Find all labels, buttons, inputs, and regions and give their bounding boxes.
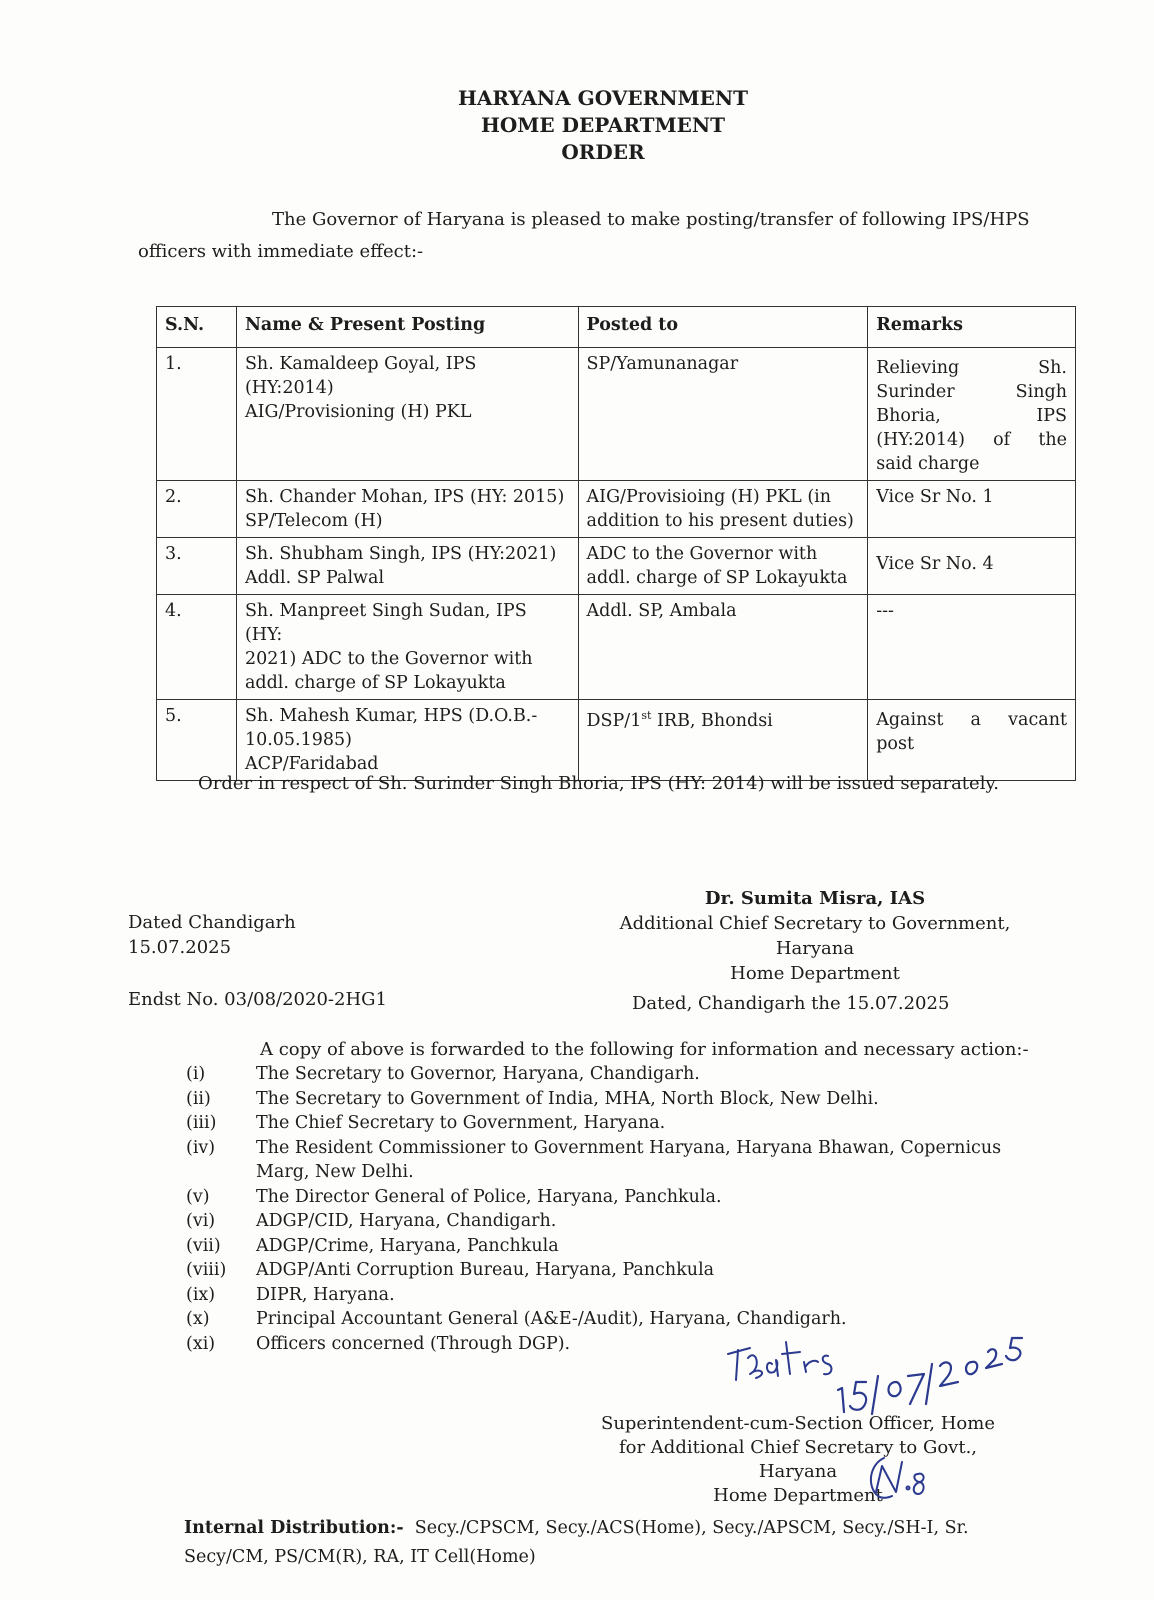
posted-line: AIG/Provisioing (H) PKL (in (586, 487, 832, 507)
signatory-name: Dr. Sumita Misra, IAS (704, 888, 926, 909)
list-item (186, 1136, 1016, 1185)
posted-text: IRB, Bhondsi (651, 710, 773, 731)
remarks-line: Vice Sr No. 4 (876, 554, 994, 574)
list-item (186, 1258, 1016, 1283)
name-line: Sh. Shubham Singh, IPS (HY:2021) (244, 544, 557, 564)
posted-line: addl. charge of SP Lokayukta (586, 568, 848, 588)
internal-distribution-label: Internal Distribution:- (184, 1518, 404, 1538)
list-number: (vi) (186, 1211, 216, 1231)
section-officer-title: Superintendent-cum-Section Officer, Home (600, 1413, 995, 1434)
table-row (157, 481, 1076, 538)
intro-line-1: The Governor of Haryana is pleased to make posting/transfer of following IPS/HPS (272, 209, 1030, 230)
column-header-remarks: Remarks (868, 307, 1076, 348)
list-text: ADGP/CID, Haryana, Chandigarh. (256, 1211, 557, 1231)
remarks-line: Relieving Sh. (876, 358, 1067, 378)
signatory-department: Home Department (730, 963, 900, 984)
list-number: (viii) (186, 1260, 227, 1280)
name-line: AIG/Provisioning (H) PKL (244, 402, 472, 422)
row-posted (578, 481, 868, 538)
row-remarks (868, 595, 1076, 700)
list-item (186, 1234, 1016, 1259)
remarks-line: --- (876, 601, 894, 621)
row-posted (578, 595, 868, 700)
signatory-designation: Additional Chief Secretary to Government, Haryana (619, 913, 1011, 959)
list-item (186, 1087, 1016, 1112)
remarks-line: Against a vacant (876, 710, 1067, 730)
list-number: (xi) (186, 1333, 216, 1354)
row-posted (578, 348, 868, 481)
list-item (186, 1185, 1016, 1210)
list-text: The Secretary to Government of India, MHA, North Block, New Delhi. (256, 1088, 879, 1109)
handwritten-initials (862, 1452, 942, 1506)
row-name (236, 700, 578, 781)
list-number: (ix) (186, 1284, 216, 1305)
list-number: (x) (186, 1309, 210, 1329)
row-remarks (868, 481, 1076, 538)
separate-order-note: Order in respect of Sh. Surinder Singh Bhoria, IPS (HY: 2014) will be issued separately. (198, 773, 999, 794)
row-sn: 5. (157, 700, 237, 781)
endorsement-date: Dated, Chandigarh the 15.07.2025 (632, 993, 950, 1014)
posted-line: ADC to the Governor with (586, 544, 818, 564)
name-line: SP/Telecom (H) (244, 511, 383, 531)
row-sn: 3. (157, 538, 237, 595)
list-item (186, 1111, 1016, 1136)
list-number: (vii) (186, 1235, 221, 1256)
name-line: 10.05.1985) (244, 730, 352, 750)
internal-distribution-line-2: Secy/CM, PS/CM(R), RA, IT Cell(Home) (184, 1547, 536, 1567)
name-line: addl. charge of SP Lokayukta (244, 673, 506, 693)
endorsement-number: Endst No. 03/08/2020-2HG1 (128, 989, 387, 1010)
table-header-row (157, 307, 1076, 348)
table-row (157, 538, 1076, 595)
name-line: ACP/Faridabad (244, 754, 379, 774)
list-text: The Secretary to Governor, Haryana, Chandigarh. (256, 1064, 700, 1084)
internal-distribution-line-1: Secy./CPSCM, Secy./ACS(Home), Secy./APSCM, Secy./SH-I, Sr. (414, 1518, 969, 1538)
list-text: The Director General of Police, Haryana, Panchkula. (256, 1186, 722, 1207)
header-department: HOME DEPARTMENT (480, 113, 726, 137)
list-text: ADGP/Crime, Haryana, Panchkula (256, 1235, 559, 1256)
section-officer-department: Home Department (713, 1485, 883, 1506)
table-row (157, 348, 1076, 481)
remarks-line: Vice Sr No. 1 (876, 487, 994, 507)
name-line: Sh. Manpreet Singh Sudan, IPS (HY: (244, 601, 527, 645)
table-row (157, 595, 1076, 700)
dated-place: Dated Chandigarh (128, 912, 296, 933)
remarks-line: Bhoria, IPS (876, 406, 1067, 426)
distribution-list (186, 1062, 1016, 1356)
row-name (236, 538, 578, 595)
posting-table (156, 306, 1076, 781)
name-line: Addl. SP Palwal (244, 568, 385, 588)
row-name (236, 348, 578, 481)
row-remarks (868, 700, 1076, 781)
row-name (236, 481, 578, 538)
list-item (186, 1283, 1016, 1308)
intro-line-2: officers with immediate effect:- (138, 241, 424, 262)
list-number: (ii) (186, 1088, 211, 1109)
row-remarks (868, 538, 1076, 595)
internal-distribution (184, 1514, 1014, 1572)
column-header-posted: Posted to (578, 307, 868, 348)
section-officer-for: for Additional Chief Secretary to Govt., Haryana (618, 1437, 978, 1482)
row-remarks (868, 348, 1076, 481)
dated-date: 15.07.2025 (128, 937, 232, 958)
name-line: Sh. Mahesh Kumar, HPS (D.O.B.- (244, 706, 538, 726)
posted-superscript: st (641, 709, 652, 722)
remarks-line: (HY:2014) of the (876, 430, 1067, 450)
list-number: (v) (186, 1186, 210, 1207)
list-item (186, 1209, 1016, 1234)
column-header-sn: S.N. (157, 307, 237, 348)
row-sn: 2. (157, 481, 237, 538)
posted-line: addition to his present duties) (586, 511, 854, 531)
list-item (186, 1062, 1016, 1087)
name-line: Sh. Kamaldeep Goyal, IPS (HY:2014) (244, 354, 477, 398)
list-number: (iv) (186, 1137, 216, 1158)
column-header-name: Name & Present Posting (236, 307, 578, 348)
remarks-line: post (876, 734, 914, 754)
row-sn: 4. (157, 595, 237, 700)
row-posted (578, 538, 868, 595)
row-sn: 1. (157, 348, 237, 481)
endorsement-intro: A copy of above is forwarded to the following for information and necessary action:- (260, 1039, 1029, 1060)
remarks-line: Surinder Singh (876, 382, 1067, 402)
handwritten-signature (720, 1318, 1060, 1418)
posted-text: DSP/1 (586, 710, 642, 731)
list-number: (i) (186, 1064, 206, 1084)
list-text: Principal Accountant General (A&E-/Audit), Haryana, Chandigarh. (256, 1309, 847, 1329)
list-text: The Resident Commissioner to Government Haryana, Haryana Bhawan, Copernicus Marg, New Delhi. (256, 1137, 1002, 1182)
posted-line: SP/Yamunanagar (586, 354, 739, 374)
list-text: Officers concerned (Through DGP). (256, 1333, 571, 1354)
posted-line: Addl. SP, Ambala (586, 601, 737, 621)
header-government: HARYANA GOVERNMENT (457, 86, 749, 110)
list-number: (iii) (186, 1113, 217, 1133)
header-order: ORDER (561, 140, 645, 164)
list-text: DIPR, Haryana. (256, 1284, 395, 1305)
list-text: ADGP/Anti Corruption Bureau, Haryana, Panchkula (256, 1260, 715, 1280)
row-posted (578, 700, 868, 781)
list-text: The Chief Secretary to Government, Haryana. (256, 1113, 666, 1133)
remarks-line: said charge (876, 454, 980, 474)
row-name (236, 595, 578, 700)
table-row (157, 700, 1076, 781)
name-line: Sh. Chander Mohan, IPS (HY: 2015) (244, 487, 565, 507)
name-line: 2021) ADC to the Governor with (244, 649, 533, 669)
